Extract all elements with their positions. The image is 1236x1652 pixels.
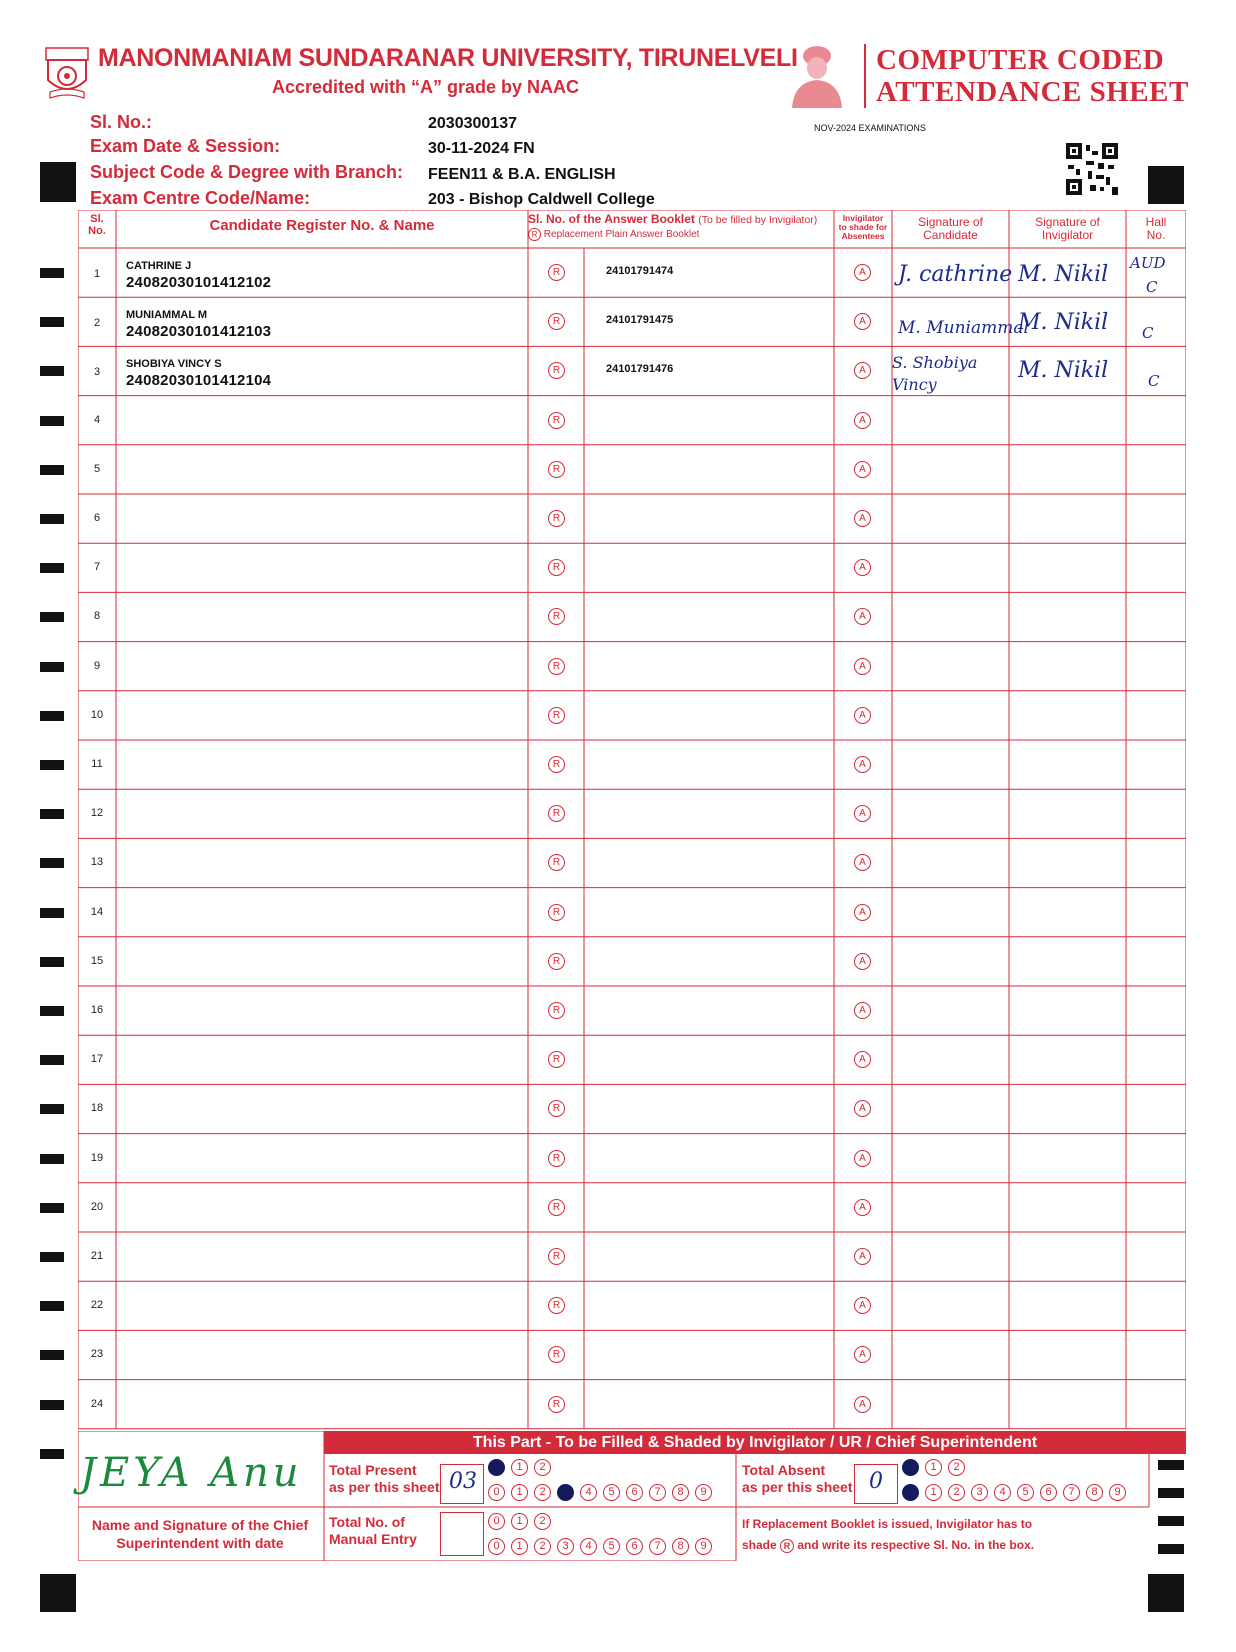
hall-number: C	[1146, 278, 1158, 296]
candidate-name: MUNIAMMAL M	[126, 309, 208, 322]
register-number: 24082030101412102	[126, 274, 272, 291]
table-row	[78, 1281, 1186, 1330]
invigilator-signature: M. Nikil	[1018, 310, 1109, 335]
absentee-bubble[interactable]: A	[854, 1199, 871, 1216]
absent-units-bubble[interactable]: 2	[948, 1484, 965, 1501]
row-sl-no: 15	[90, 954, 104, 967]
absent-units-bubble[interactable]: 9	[1109, 1484, 1126, 1501]
table-row	[78, 543, 1186, 592]
col-header-hall	[1126, 216, 1186, 241]
timing-mark	[40, 858, 64, 868]
table-row	[78, 937, 1186, 986]
replacement-bubble[interactable]: R	[548, 313, 565, 330]
manual-units-bubble[interactable]: 7	[649, 1538, 666, 1555]
manual-units-bubble[interactable]: 4	[580, 1538, 597, 1555]
absent-units-bubble[interactable]: 5	[1017, 1484, 1034, 1501]
timing-mark	[40, 1055, 64, 1065]
manual-units-bubble[interactable]: 5	[603, 1538, 620, 1555]
timing-mark	[40, 711, 64, 721]
row-sl-no: 24	[90, 1397, 104, 1410]
table-row	[78, 445, 1186, 494]
absentee-bubble[interactable]: A	[854, 1002, 871, 1019]
timing-mark	[40, 317, 64, 327]
table-row	[78, 691, 1186, 740]
sl-no-label: Sl. No.:	[90, 112, 152, 132]
replacement-symbol: R	[528, 228, 541, 241]
replacement-note	[742, 1514, 1034, 1556]
manual-entry-label-a: Total No. of	[329, 1514, 405, 1530]
row-sl-no: 9	[93, 659, 101, 672]
present-tens-bubble[interactable]: 1	[511, 1459, 528, 1476]
absentee-bubble[interactable]: A	[854, 1150, 871, 1167]
replacement-bubble[interactable]: R	[548, 1150, 565, 1167]
col-header-booklet-title: Sl. No. of the Answer Booklet	[528, 212, 695, 226]
absent-units-bubble[interactable]: 7	[1063, 1484, 1080, 1501]
timing-mark	[40, 957, 64, 967]
col-header-booklet-note: (To be filled by Invigilator)	[698, 214, 818, 226]
exam-caption: NOV-2024 EXAMINATIONS	[814, 123, 926, 133]
replacement-bubble[interactable]: R	[548, 1002, 565, 1019]
table-row	[78, 1380, 1186, 1429]
timing-mark	[40, 1203, 64, 1213]
founder-portrait	[784, 42, 850, 108]
row-sl-no: 19	[90, 1151, 104, 1164]
hall-number: C	[1142, 324, 1154, 342]
sheet-title	[876, 44, 1189, 108]
col-header-booklet	[528, 213, 834, 241]
absentee-bubble[interactable]: A	[854, 608, 871, 625]
row-sl-no: 7	[93, 561, 101, 574]
present-tens-bubble[interactable]: 2	[534, 1459, 551, 1476]
absentee-bubble[interactable]: A	[854, 412, 871, 429]
present-units-bubble[interactable]: 6	[626, 1484, 643, 1501]
present-units-bubble[interactable]: 2	[534, 1484, 551, 1501]
row-sl-no: 8	[93, 610, 101, 623]
replacement-bubble[interactable]: R	[548, 264, 565, 281]
absentee-bubble[interactable]: A	[854, 953, 871, 970]
table-row	[78, 396, 1186, 445]
centre-value: 203 - Bishop Caldwell College	[428, 191, 655, 208]
manual-entry-box[interactable]	[440, 1512, 484, 1556]
absentee-bubble[interactable]: A	[854, 805, 871, 822]
timing-mark	[40, 563, 64, 573]
absentee-bubble[interactable]: A	[854, 461, 871, 478]
replacement-bubble[interactable]: R	[548, 658, 565, 675]
absent-tens-bubble[interactable]: 2	[948, 1459, 965, 1476]
replacement-bubble[interactable]: R	[548, 608, 565, 625]
replacement-bubble[interactable]: R	[548, 412, 565, 429]
col-header-sl-b: No.	[88, 224, 106, 237]
chief-superintendent-label: Name and Signature of the Chief Superintendent with date	[91, 1517, 309, 1551]
replacement-note-line1: If Replacement Booklet is issued, Invigilator has to	[742, 1517, 1033, 1531]
manual-entry-label	[329, 1514, 417, 1548]
replacement-bubble[interactable]: R	[548, 461, 565, 478]
table-row	[78, 1035, 1186, 1084]
sheet-title-line1: COMPUTER CODED	[876, 44, 1165, 76]
total-absent-label	[742, 1462, 853, 1496]
absent-units-bubble[interactable]: 1	[925, 1484, 942, 1501]
timing-mark	[40, 268, 64, 278]
centre-label: Exam Centre Code/Name:	[90, 188, 311, 208]
corner-mark	[1148, 1574, 1184, 1612]
col-header-absent-a: Invigilator	[842, 213, 884, 223]
absent-tens-bubble[interactable]: 0	[902, 1459, 919, 1476]
total-absent-label-b: as per this sheet	[742, 1479, 853, 1495]
replacement-note-line2: and write its respective Sl. No. in the box.	[797, 1538, 1035, 1552]
replacement-bubble[interactable]: R	[548, 1100, 565, 1117]
col-header-candidate: Candidate Register No. & Name	[209, 217, 435, 234]
manual-units-bubble[interactable]: 1	[511, 1538, 528, 1555]
row-sl-no: 17	[90, 1053, 104, 1066]
row-sl-no: 20	[90, 1200, 104, 1213]
row-sl-no: 2	[93, 317, 101, 330]
booklet-number: 24101791474	[606, 265, 674, 277]
candidate-signature: J. cathrine	[898, 262, 1013, 287]
col-header-sl	[78, 214, 116, 237]
absentee-bubble[interactable]: A	[854, 1297, 871, 1314]
hall-number: C	[1148, 372, 1160, 390]
replacement-bubble[interactable]: R	[548, 1199, 565, 1216]
total-absent-label-a: Total Absent	[742, 1462, 826, 1478]
table-row	[78, 1330, 1186, 1379]
table-row	[78, 642, 1186, 691]
candidate-signature: M. Muniammal	[898, 318, 1029, 338]
row-sl-no: 5	[93, 462, 101, 475]
col-header-absent	[834, 214, 892, 241]
absentee-bubble[interactable]: A	[854, 854, 871, 871]
row-sl-no: 21	[90, 1250, 104, 1262]
invigilator-signature: M. Nikil	[1018, 358, 1109, 383]
row-sl-no: 3	[93, 366, 101, 379]
total-present-label-a: Total Present	[329, 1462, 417, 1478]
exam-date-label: Exam Date & Session:	[90, 136, 281, 156]
timing-mark	[40, 809, 64, 819]
manual-units-bubble[interactable]: 3	[557, 1538, 574, 1555]
accreditation: Accredited with “A” grade by NAAC	[272, 77, 580, 97]
absent-tens-bubble[interactable]: 1	[925, 1459, 942, 1476]
subject-value: FEEN11 & B.A. ENGLISH	[428, 166, 616, 183]
timing-mark	[40, 1449, 64, 1459]
table-row	[78, 1183, 1186, 1232]
replacement-bubble[interactable]: R	[548, 1051, 565, 1068]
row-sl-no: 13	[90, 856, 104, 869]
absentee-bubble[interactable]: A	[854, 1248, 871, 1265]
table-row	[78, 1084, 1186, 1133]
exam-date-value: 30-11-2024 FN	[428, 140, 535, 157]
corner-mark	[40, 162, 76, 202]
col-header-cand-sig-a: Signature of	[918, 215, 983, 229]
timing-mark	[40, 1252, 64, 1262]
replacement-bubble[interactable]: R	[548, 707, 565, 724]
absentee-bubble[interactable]: A	[854, 1051, 871, 1068]
row-sl-no: 4	[93, 413, 101, 426]
col-header-hall-a: Hall	[1145, 215, 1167, 229]
col-header-cand-sig-b: Candidate	[923, 227, 978, 242]
total-present-written: 03	[449, 1469, 477, 1494]
timing-mark	[40, 416, 64, 426]
present-tens-bubble[interactable]: 0	[488, 1459, 505, 1476]
present-units-bubble[interactable]: 9	[695, 1484, 712, 1501]
row-sl-no: 10	[90, 708, 104, 721]
absent-units-bubble[interactable]: 3	[971, 1484, 988, 1501]
replacement-bubble[interactable]: R	[548, 1248, 565, 1265]
timing-mark	[40, 1104, 64, 1114]
present-units-bubble[interactable]: 0	[488, 1484, 505, 1501]
absentee-bubble[interactable]: A	[854, 362, 871, 379]
booklet-number: 24101791475	[606, 314, 674, 327]
replacement-note-shade: shade	[742, 1538, 777, 1552]
col-header-booklet-sub: Replacement Plain Answer Booklet	[543, 229, 700, 241]
col-header-absent-b: to shade for	[838, 221, 888, 232]
replacement-bubble[interactable]: R	[548, 1396, 565, 1413]
col-header-inv-sig-a: Signature of	[1035, 215, 1100, 229]
table-row	[78, 888, 1186, 937]
table-row	[78, 494, 1186, 543]
manual-tens-bubble[interactable]: 1	[511, 1513, 528, 1530]
absentee-bubble[interactable]: A	[854, 559, 871, 576]
manual-entry-label-b: Manual Entry	[329, 1531, 417, 1547]
table-row	[78, 1134, 1186, 1183]
table-row	[78, 986, 1186, 1035]
university-logo	[44, 46, 90, 100]
manual-units-bubble[interactable]: 2	[534, 1538, 551, 1555]
manual-units-bubble[interactable]: 8	[672, 1538, 689, 1555]
present-units-bubble[interactable]: 1	[511, 1484, 528, 1501]
col-header-hall-b: No.	[1146, 227, 1166, 242]
manual-tens-bubble[interactable]: 2	[534, 1513, 551, 1530]
col-header-inv-sig-b: Invigilator	[1041, 227, 1094, 242]
replacement-bubble[interactable]: R	[548, 1297, 565, 1314]
row-sl-no: 22	[90, 1299, 104, 1312]
candidate-signature: S. Shobiya Vincy	[892, 353, 978, 394]
col-header-sl-a: Sl.	[90, 213, 104, 225]
replacement-bubble[interactable]: R	[548, 1346, 565, 1363]
candidate-name: SHOBIYA VINCY S	[126, 358, 222, 371]
col-header-inv-sig	[1009, 216, 1126, 241]
present-units-bubble[interactable]: 4	[580, 1484, 597, 1501]
timing-mark	[40, 662, 64, 672]
row-sl-no: 23	[90, 1348, 104, 1361]
table-row	[78, 838, 1186, 887]
table-row	[78, 592, 1186, 641]
table-row	[78, 1232, 1186, 1281]
absentee-bubble[interactable]: A	[854, 904, 871, 921]
row-sl-no: 16	[90, 1004, 104, 1016]
hall-number: AUD	[1130, 254, 1166, 272]
header-divider	[864, 44, 866, 108]
absentee-bubble[interactable]: A	[854, 264, 871, 281]
present-units-bubble[interactable]: 5	[603, 1484, 620, 1501]
col-header-cand-sig	[892, 216, 1009, 241]
replacement-bubble[interactable]: R	[548, 510, 565, 527]
row-sl-no: 14	[90, 905, 104, 918]
chief-superintendent-signature: JEYA Anu	[80, 1450, 303, 1496]
timing-mark	[40, 465, 64, 475]
total-present-label-b: as per this sheet	[329, 1479, 440, 1495]
corner-mark	[40, 1574, 76, 1612]
sl-no-value: 2030300137	[428, 115, 517, 132]
corner-mark	[1148, 166, 1184, 204]
register-number: 24082030101412104	[126, 372, 272, 390]
timing-mark	[40, 366, 64, 376]
row-sl-no: 1	[93, 268, 101, 280]
invigilator-signature: M. Nikil	[1018, 262, 1109, 287]
row-sl-no: 18	[90, 1102, 104, 1115]
present-units-bubble[interactable]: 3	[557, 1484, 574, 1501]
replacement-bubble[interactable]: R	[548, 805, 565, 822]
col-header-absent-c: Absentees	[841, 230, 885, 241]
timing-mark	[40, 1400, 64, 1410]
replacement-bubble[interactable]: R	[548, 756, 565, 773]
candidate-name: CATHRINE J	[126, 260, 192, 272]
absentee-bubble[interactable]: A	[854, 756, 871, 773]
present-units-bubble[interactable]: 7	[649, 1484, 666, 1501]
manual-units-bubble[interactable]: 6	[626, 1538, 643, 1555]
timing-mark	[40, 760, 64, 770]
present-units-bubble[interactable]: 8	[672, 1484, 689, 1501]
replacement-bubble[interactable]: R	[548, 904, 565, 921]
manual-units-bubble[interactable]: 9	[695, 1538, 712, 1555]
absent-units-bubble[interactable]: 0	[902, 1484, 919, 1501]
replacement-symbol: R	[780, 1539, 794, 1553]
row-sl-no: 12	[90, 807, 104, 820]
timing-mark	[40, 908, 64, 918]
absent-units-bubble[interactable]: 4	[994, 1484, 1011, 1501]
timing-mark	[40, 612, 64, 622]
absent-units-bubble[interactable]: 6	[1040, 1484, 1057, 1501]
absentee-bubble[interactable]: A	[854, 313, 871, 330]
row-sl-no: 11	[91, 758, 103, 770]
replacement-bubble[interactable]: R	[548, 953, 565, 970]
absent-units-bubble[interactable]: 8	[1086, 1484, 1103, 1501]
replacement-bubble[interactable]: R	[548, 559, 565, 576]
absentee-bubble[interactable]: A	[854, 1346, 871, 1363]
absentee-bubble[interactable]: A	[854, 1396, 871, 1413]
total-present-label	[329, 1462, 440, 1496]
university-name: MANONMANIAM SUNDARANAR UNIVERSITY, TIRUNELVELI	[98, 44, 798, 72]
invigilator-banner: This Part - To be Filled & Shaded by Invigilator / UR / Chief Superintendent	[324, 1431, 1186, 1454]
table-row	[78, 740, 1186, 789]
booklet-number: 24101791476	[606, 363, 674, 376]
replacement-bubble[interactable]: R	[548, 362, 565, 379]
absentee-bubble[interactable]: A	[854, 1100, 871, 1117]
manual-units-bubble[interactable]: 0	[488, 1538, 505, 1555]
timing-mark	[40, 1301, 64, 1311]
row-sl-no: 6	[93, 512, 101, 524]
absentee-bubble[interactable]: A	[854, 707, 871, 724]
sheet-title-line2: ATTENDANCE SHEET	[876, 76, 1189, 108]
table-row	[78, 789, 1186, 838]
total-absent-written: 0	[869, 1469, 883, 1494]
absentee-bubble[interactable]: A	[854, 510, 871, 527]
replacement-bubble[interactable]: R	[548, 854, 565, 871]
subject-label: Subject Code & Degree with Branch:	[90, 162, 404, 182]
manual-tens-bubble[interactable]: 0	[488, 1513, 505, 1530]
absentee-bubble[interactable]: A	[854, 658, 871, 675]
timing-mark	[40, 1006, 64, 1016]
qr-code	[1066, 143, 1118, 195]
timing-mark	[40, 514, 64, 524]
timing-mark	[40, 1154, 64, 1164]
timing-mark	[40, 1350, 64, 1360]
register-number: 24082030101412103	[126, 323, 272, 341]
